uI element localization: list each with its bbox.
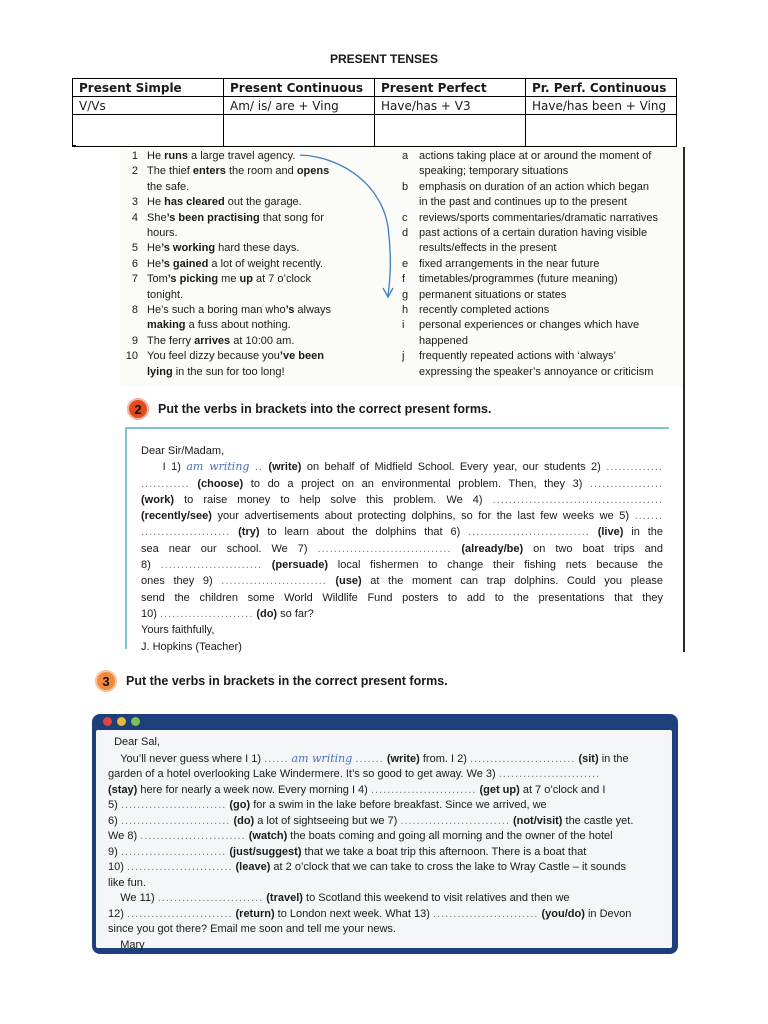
table-cell: Am/ is/ are + Ving [224,97,375,115]
exercise-2-heading [127,398,491,420]
definition-letter: a [402,150,409,162]
definition-letter: i [402,319,405,332]
text-line: ones they 9) .......................... (use) at the moment can trap dolphins. Could you please [141,575,663,588]
table-cell-empty[interactable] [73,115,224,147]
exercise-number-badge: 2 [127,398,149,420]
text-line: You’ll never guess where I 1) ...... am writing ....... (write) from. I 2) .......................... (sit) in the [108,751,629,765]
text-line: since you got there? Email me soon and tell me your news. [108,923,396,935]
tenses-table [72,78,677,147]
definition-text: expressing the speaker’s annoyance or criticism [419,365,654,378]
definition-text: frequently repeated actions with ‘always’ [419,350,616,363]
table-header-cell: Present Simple [73,79,224,97]
divider [72,145,76,146]
sentence-text: She’s been practising that song for [147,211,324,224]
window-titlebar [92,714,678,728]
text-line: Dear Sal, [108,736,160,748]
definition-text: personal experiences or changes which have [419,319,640,332]
definition-letter: j [402,350,405,363]
sentence-text: He has cleared out the garage. [147,196,302,209]
text-line: ...................... (try) to learn about the dolphins that 6) .............................. (live) in the [141,526,663,539]
exercise-instruction: Put the verbs in brackets in the correct present forms. [126,674,448,688]
text-line: I 1) am writing .. (write) on behalf of Midfield School. Every year, our students 2) .............. [141,460,663,474]
text-line: ............ (choose) to do a project on an environmental problem. Then, they 3) .................. [141,477,663,490]
email-text [108,735,664,953]
text-line: 10) ....................... (do) so far? [141,607,314,620]
definition-text: permanent situations or states [419,288,567,301]
table-cell: Have/has been + Ving [526,97,677,115]
text-line: sea near our school. We 7) ................................. (already/be) on two boat trips and [141,542,663,555]
letter-text [141,443,663,655]
definition-text: actions taking place at or around the moment of [419,150,652,162]
text-line: 10) .......................... (leave) at 2 o’clock that we can take to cross the lake to Wray Castle – it sounds [108,861,626,873]
maximize-dot-icon[interactable] [131,717,140,726]
definition-text: timetables/programmes (future meaning) [419,273,618,286]
sentence-number: 9 [131,334,138,347]
table-header-cell: Present Continuous [224,79,375,97]
sentence-text: hours. [147,227,178,239]
exercise-number-badge: 3 [95,670,117,692]
definition-text: speaking; temporary situations [419,165,569,178]
text-line: 6) ........................... (do) a lot of sightseeing but we 7) ........................... (not/visit) the castle yet. [108,814,634,827]
table-cell-empty[interactable] [526,115,677,147]
table-cell: V/Vs [73,97,224,115]
text-line: 9) .......................... (just/suggest) that we take a boat trip this afternoon. There is a boat that [108,845,587,858]
sentence-text: The ferry arrives at 10:00 am. [147,334,295,347]
definition-letter: h [402,304,409,316]
sentence-text: the safe. [147,180,190,193]
definition-text: past actions of a certain duration having visible [419,227,648,239]
text-line: We 11) .......................... (travel) to Scotland this weekend to visit relatives and then we [108,892,570,904]
table-row [73,97,677,115]
table-header-cell: Present Perfect [375,79,526,97]
sentence-text: The thief enters the room and opens [147,165,330,178]
table-row-empty [73,115,677,147]
email-window [92,714,678,954]
sentence-number: 3 [131,196,138,209]
table-header-cell: Pr. Perf. Continuous [526,79,677,97]
text-line: Yours faithfully, [141,624,215,637]
definition-text: recently completed actions [419,304,550,316]
sentence-text: Tom’s picking me up at 7 o’clock [147,273,312,286]
text-line: We 8) .......................... (watch) the boats coming and going all morning and the owner of the hotel [108,830,613,842]
sentence-text: You feel dizzy because you’ve been [147,350,324,363]
definition-letter: g [402,288,409,301]
page-edge-line [683,147,685,652]
text-line: (recently/see) your advertisements about protecting dolphins, so for the last few weeks we 5) ....... [141,510,663,523]
table-cell: Have/has + V3 [375,97,526,115]
sentence-number: 7 [131,273,138,286]
sentence-text: He’s such a boring man who’s always [147,304,332,316]
text-line: send the children some World Wildlife Fund posters to add to the presentations that they [141,591,663,604]
definition-text: reviews/sports commentaries/dramatic narratives [419,211,659,224]
definition-letter: f [402,273,406,286]
sentence-text: making a fuss about nothing. [147,319,291,332]
definition-letter: e [402,257,409,270]
exercise-instruction: Put the verbs in brackets into the correct present forms. [158,402,492,416]
text-line: Dear Sir/Madam, [141,445,225,457]
sentence-text: lying in the sun for too long! [147,365,285,378]
exercise-3-heading [95,670,448,692]
text-line: garden of a hotel overlooking Lake Windermere. It’s so good to get away. We 3) ......................... [108,768,601,780]
sentence-number: 5 [131,242,138,255]
letter-box [125,427,669,653]
text-line: (stay) here for nearly a week now. Every morning I 4) .......................... (get up) at 7 o’clock and I [108,783,606,796]
sentence-text: He’s working hard these days. [147,242,300,255]
table-cell-empty[interactable] [375,115,526,147]
sentence-number: 6 [131,257,138,270]
text-line: 12) .......................... (return) to London next week. What 13) .......................... (you/do) in Devon [108,907,632,920]
sentence-number: 8 [131,304,138,316]
definition-text: results/effects in the present [419,242,557,255]
text-line: 5) .......................... (go) for a swim in the lake before breakfast. Since we arrived, we [108,799,547,811]
email-body [96,730,672,951]
sentence-text: tonight. [147,288,184,301]
text-line: J. Hopkins (Teacher) [141,640,242,653]
page-title: PRESENT TENSES [329,52,439,66]
definition-letter: c [402,211,408,224]
text-line: like fun. [108,876,146,889]
sentence-text: He’s gained a lot of weight recently. [147,257,324,270]
table-cell-empty[interactable] [224,115,375,147]
matching-exercise [120,147,685,387]
text-line: (work) to raise money to help solve this problem. We 4) .......................................... [141,493,663,506]
table-header-row [73,79,677,97]
sentence-number: 4 [131,211,138,224]
text-line: Mary [108,938,145,951]
sentence-number: 2 [131,165,138,178]
minimize-dot-icon[interactable] [117,717,126,726]
close-dot-icon[interactable] [103,717,112,726]
sentence-number: 10 [125,350,138,363]
sentence-text: He runs a large travel agency. [147,150,296,162]
sentence-number: 1 [131,150,138,162]
definition-letter: b [402,180,409,193]
definition-letter: d [402,227,409,239]
definition-text: emphasis on duration of an action which began [419,180,649,193]
definition-text: fixed arrangements in the near future [419,257,600,270]
definition-text: happened [419,334,468,347]
definition-text: in the past and continues up to the present [419,196,627,209]
text-line: 8) ......................... (persuade) local fishermen to change their fishing nets because the [141,559,663,572]
